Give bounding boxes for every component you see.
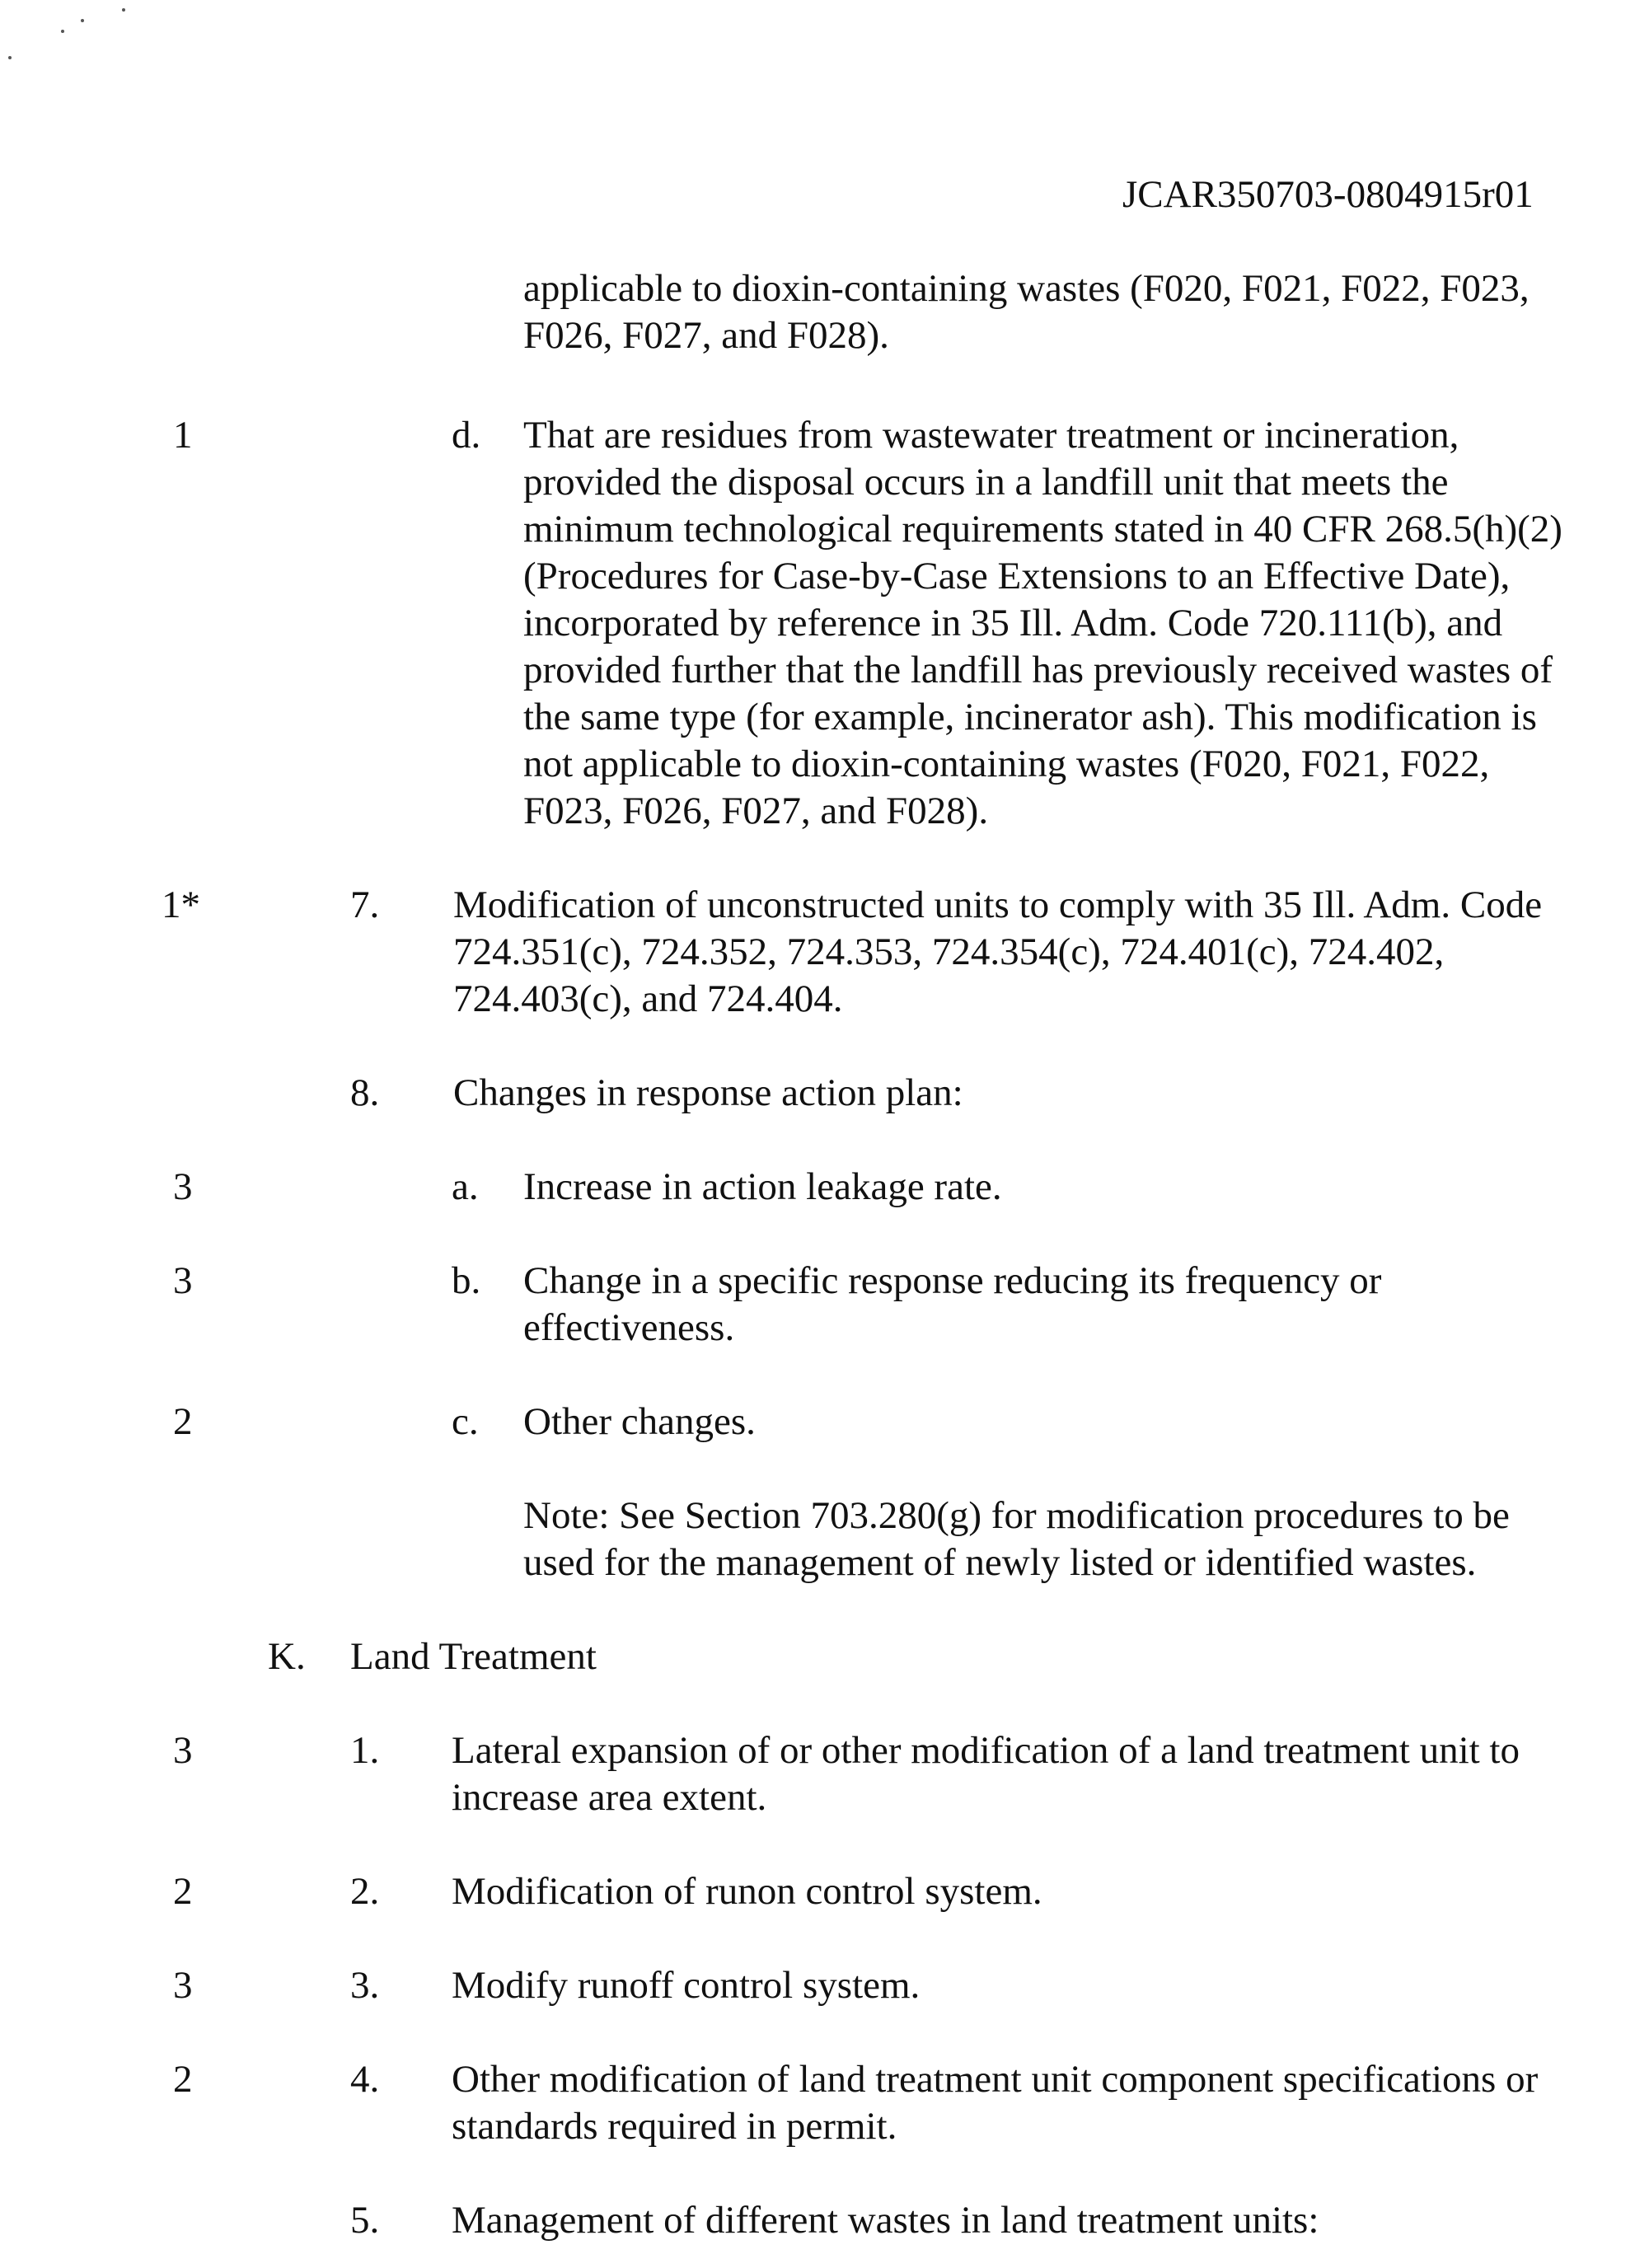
class-mark-item-7: 1*: [162, 883, 200, 926]
item-label-k3: 3.: [350, 1964, 380, 2007]
item-label-k4: 4.: [350, 2058, 380, 2101]
document-id: JCAR350703-0804915r01: [1122, 173, 1534, 216]
item-7-line-2: 724.351(c), 724.352, 724.353, 724.354(c), 724.401(c), 724.402,: [453, 930, 1445, 973]
item-7-line-1: Modification of unconstructed units to comply with 35 Ill. Adm. Code: [453, 883, 1543, 926]
continuation-line-2: F026, F027, and F028).: [523, 314, 889, 357]
item-d-line-6: provided further that the landfill has previously received wastes of: [523, 649, 1553, 691]
class-mark-item-c: 2: [173, 1400, 193, 1443]
section-label-k: K.: [268, 1635, 306, 1678]
item-label-d: d.: [452, 414, 481, 457]
class-mark-item-k4: 2: [173, 2058, 193, 2101]
item-d-line-4: (Procedures for Case-by-Case Extensions to an Effective Date),: [523, 555, 1511, 597]
item-d-line-2: provided the disposal occurs in a landfill unit that meets the: [523, 461, 1449, 504]
item-d-line-3: minimum technological requirements stated in 40 CFR 268.5(h)(2): [523, 508, 1562, 551]
item-k4-line-2: standards required in permit.: [452, 2105, 897, 2148]
class-mark-item-k1: 3: [173, 1729, 193, 1772]
item-k5-line-1: Management of different wastes in land treatment units:: [452, 2199, 1319, 2242]
note-line-1: Note: See Section 703.280(g) for modification procedures to be: [523, 1494, 1510, 1537]
item-b-line-1: Change in a specific response reducing its frequency or: [523, 1259, 1382, 1302]
item-d-line-5: incorporated by reference in 35 Ill. Adm. Code 720.111(b), and: [523, 602, 1503, 644]
item-label-k2: 2.: [350, 1870, 380, 1913]
item-k3-line-1: Modify runoff control system.: [452, 1964, 921, 2007]
item-d-line-7: the same type (for example, incinerator ash). This modification is: [523, 696, 1537, 738]
item-label-b: b.: [452, 1259, 481, 1302]
class-mark-item-d: 1: [173, 414, 193, 457]
item-label-a: a.: [452, 1165, 479, 1208]
item-label-c: c.: [452, 1400, 479, 1443]
item-label-k5: 5.: [350, 2199, 380, 2242]
item-c-line-1: Other changes.: [523, 1400, 756, 1443]
item-b-line-2: effectiveness.: [523, 1306, 735, 1349]
class-mark-item-k3: 3: [173, 1964, 193, 2007]
item-label-7: 7.: [350, 883, 380, 926]
continuation-line-1: applicable to dioxin-containing wastes (F020, F021, F022, F023,: [523, 267, 1530, 310]
item-d-line-8: not applicable to dioxin-containing wastes (F020, F021, F022,: [523, 743, 1490, 785]
item-k1-line-2: increase area extent.: [452, 1776, 767, 1819]
note-line-2: used for the management of newly listed or identified wastes.: [523, 1541, 1477, 1584]
class-mark-item-k2: 2: [173, 1870, 193, 1913]
item-label-8: 8.: [350, 1071, 380, 1114]
class-mark-item-a: 3: [173, 1165, 193, 1208]
class-mark-item-b: 3: [173, 1259, 193, 1302]
item-k4-line-1: Other modification of land treatment unit component specifications or: [452, 2058, 1539, 2101]
item-k2-line-1: Modification of runon control system.: [452, 1870, 1042, 1913]
item-7-line-3: 724.403(c), and 724.404.: [453, 977, 843, 1020]
item-8-line-1: Changes in response action plan:: [453, 1071, 963, 1114]
item-d-line-1: That are residues from wastewater treatment or incineration,: [523, 414, 1459, 457]
item-a-line-1: Increase in action leakage rate.: [523, 1165, 1002, 1208]
item-d-line-9: F023, F026, F027, and F028).: [523, 790, 989, 832]
scan-speck-marks: [0, 0, 165, 82]
item-label-k1: 1.: [350, 1729, 380, 1772]
item-k1-line-1: Lateral expansion of or other modification of a land treatment unit to: [452, 1729, 1520, 1772]
section-k-heading: Land Treatment: [350, 1635, 597, 1678]
